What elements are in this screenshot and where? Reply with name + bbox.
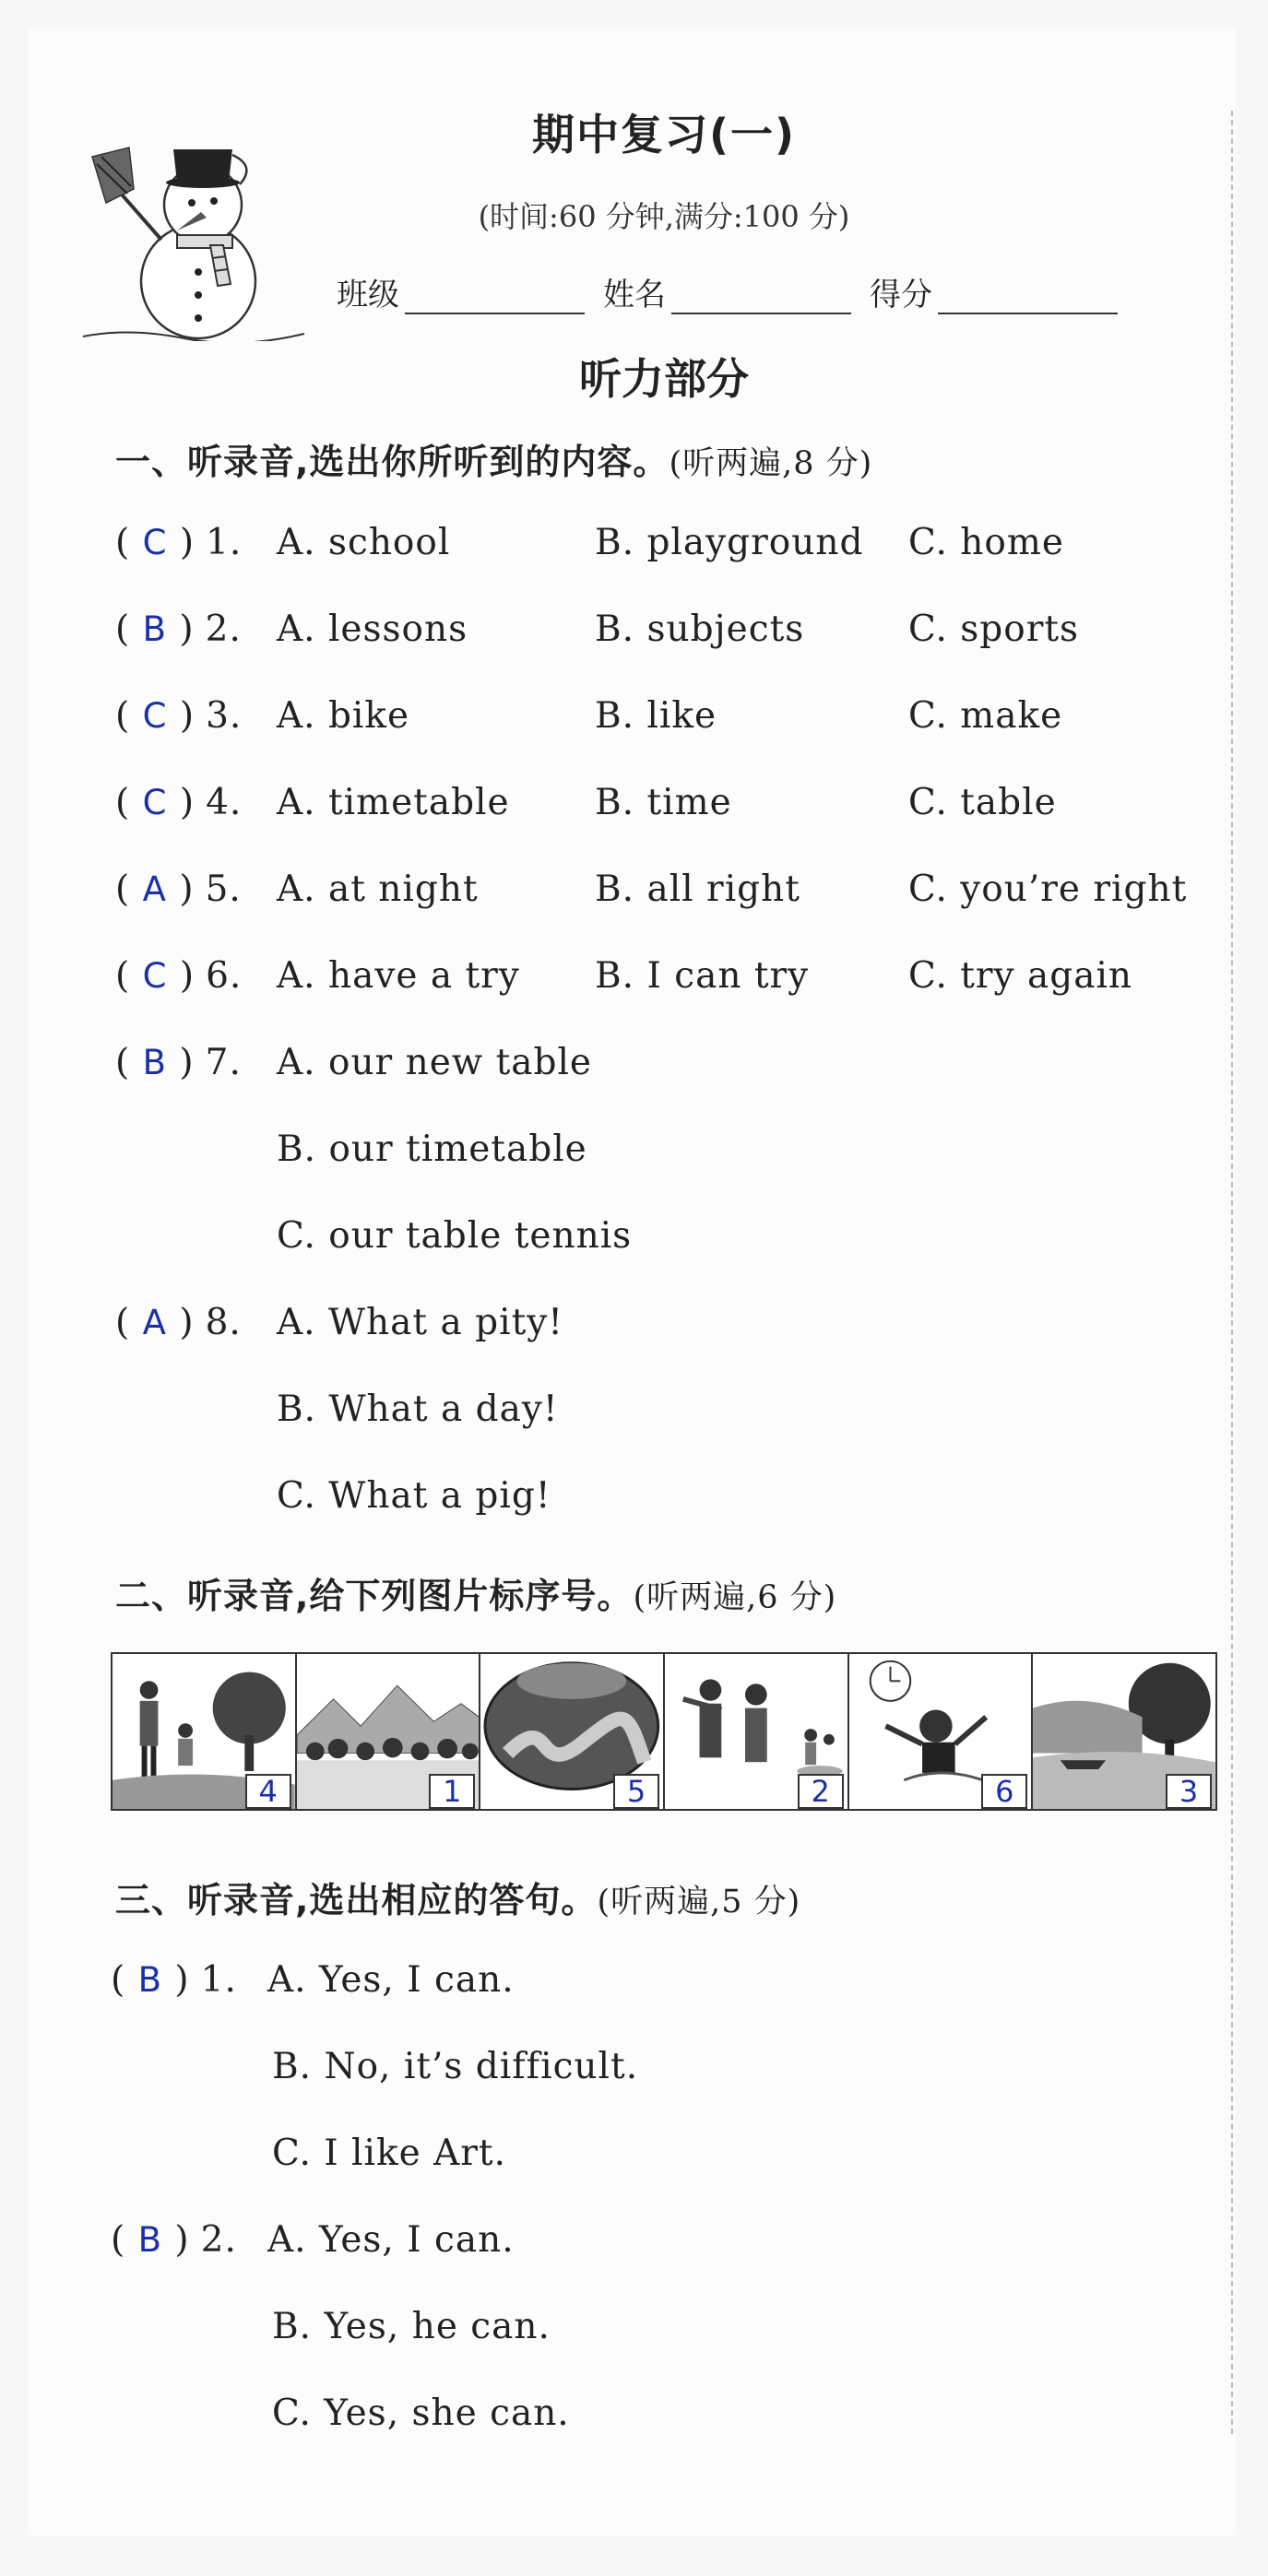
- answer-parenthesis[interactable]: ( B ): [115, 1042, 195, 1083]
- option-a: A. school: [277, 522, 451, 563]
- picture-number[interactable]: 3: [1166, 1774, 1212, 1809]
- answer-mark: A: [142, 1303, 167, 1342]
- question-number: 4.: [206, 782, 243, 823]
- mountains-trees-picture: [297, 1654, 481, 1809]
- answer-mark: B: [142, 1043, 168, 1082]
- part2-title: 二、听录音,给下列图片标序号。: [115, 1576, 634, 1616]
- score-label: 得分: [870, 277, 932, 313]
- option-c: C. sports: [908, 609, 1080, 650]
- answer-mark: C: [142, 956, 168, 996]
- option-a: A. timetable: [277, 782, 510, 823]
- question-row: [115, 1042, 1222, 1083]
- page-title: 期中复习(一): [531, 110, 797, 160]
- score-blank[interactable]: [938, 281, 1118, 314]
- question-row: [115, 609, 1222, 650]
- question-row: [115, 782, 1222, 823]
- question-number: 3.: [206, 695, 243, 737]
- option-a: A. at night: [277, 869, 479, 910]
- part2-note: (听两遍,6 分): [633, 1579, 837, 1616]
- name-label: 姓名: [603, 277, 666, 313]
- lake-boat-picture: [1033, 1654, 1215, 1809]
- family-park-picture: [113, 1654, 297, 1809]
- question-number: 8.: [205, 1302, 242, 1343]
- picture-number[interactable]: 5: [613, 1774, 659, 1809]
- part3-note: (听两遍,5 分): [597, 1884, 801, 1920]
- question-number: 7.: [205, 1042, 242, 1083]
- option-b: B. like: [595, 695, 717, 737]
- student-info-row: [337, 269, 1118, 314]
- question-number: 2.: [200, 2219, 237, 2261]
- option-b: B. What a day!: [277, 1388, 559, 1430]
- option-a: A. bike: [277, 695, 410, 737]
- option-c: C. our table tennis: [277, 1215, 633, 1257]
- option-c: C. you’re right: [908, 869, 1188, 910]
- class-blank[interactable]: [405, 281, 585, 314]
- question-number: 1.: [206, 522, 243, 563]
- name-field[interactable]: [603, 269, 851, 314]
- option-c: C. make: [908, 695, 1063, 737]
- boy-waking-clock-picture: [849, 1654, 1034, 1809]
- time-and-score-info: (时间:60 分钟,满分:100 分): [478, 199, 850, 234]
- option-b: B. No, it’s difficult.: [272, 2046, 639, 2087]
- answer-mark: A: [142, 869, 167, 909]
- answer-parenthesis[interactable]: ( B ): [115, 609, 195, 650]
- question-row: [115, 1302, 1222, 1343]
- question-row: [115, 955, 1222, 997]
- answer-mark: C: [142, 696, 168, 736]
- answer-parenthesis[interactable]: ( C ): [115, 522, 196, 563]
- option-b: B. I can try: [595, 955, 810, 997]
- question-number: 2.: [205, 609, 242, 650]
- answer-parenthesis[interactable]: ( C ): [115, 695, 196, 737]
- part3-heading: [115, 1872, 800, 1922]
- option-c: C. Yes, she can.: [272, 2393, 570, 2434]
- option-a: A. Yes, I can.: [267, 2219, 515, 2261]
- adjacent-page-edge: [1254, 0, 1268, 2576]
- option-b: B. Yes, he can.: [272, 2306, 551, 2347]
- picture-number[interactable]: 6: [981, 1774, 1027, 1809]
- option-c: C. home: [908, 522, 1064, 563]
- picture-number[interactable]: 1: [429, 1774, 475, 1809]
- option-c: C. What a pig!: [277, 1475, 551, 1517]
- question-row: [115, 869, 1222, 910]
- class-field[interactable]: [337, 269, 585, 314]
- score-field[interactable]: [870, 269, 1118, 314]
- option-b: B. subjects: [595, 609, 805, 650]
- answer-parenthesis[interactable]: ( A ): [115, 869, 195, 910]
- cut-line: [1231, 111, 1233, 2434]
- picture-strip: [111, 1652, 1217, 1811]
- question-row: [115, 695, 1222, 737]
- option-a: A. Yes, I can.: [267, 1959, 515, 2001]
- part1-note: (听两遍,8 分): [669, 445, 873, 482]
- answer-mark: B: [142, 609, 168, 649]
- children-playing-picture: [665, 1654, 849, 1809]
- option-a: A. have a try: [277, 955, 520, 997]
- option-c: C. I like Art.: [272, 2133, 506, 2174]
- answer-parenthesis[interactable]: ( C ): [115, 782, 196, 823]
- option-b: B. our timetable: [277, 1128, 587, 1170]
- answer-mark: C: [142, 523, 168, 562]
- answer-mark: B: [137, 1960, 163, 2000]
- listening-section-title: 听力部分: [579, 354, 749, 404]
- answer-parenthesis[interactable]: ( C ): [115, 955, 196, 997]
- option-b: B. playground: [595, 522, 864, 563]
- option-c: C. try again: [908, 955, 1133, 997]
- part2-heading: [115, 1567, 836, 1618]
- name-blank[interactable]: [671, 281, 851, 314]
- option-b: B. time: [595, 782, 732, 823]
- picture-number[interactable]: 4: [245, 1774, 291, 1809]
- question-row: [111, 1959, 1217, 2001]
- picture-number[interactable]: 2: [798, 1774, 844, 1809]
- option-c: C. table: [908, 782, 1057, 823]
- question-number: 5.: [205, 869, 242, 910]
- part3-title: 三、听录音,选出相应的答句。: [115, 1880, 598, 1920]
- part1-heading: [115, 433, 872, 484]
- river-aerial-picture: [480, 1654, 665, 1809]
- option-b: B. all right: [595, 869, 800, 910]
- question-row: [115, 522, 1222, 563]
- answer-mark: C: [142, 783, 168, 822]
- question-number: 1.: [200, 1959, 237, 2001]
- option-a: A. What a pity!: [277, 1302, 563, 1343]
- answer-parenthesis[interactable]: ( B ): [111, 2219, 190, 2261]
- part1-title: 一、听录音,选出你所听到的内容。: [115, 442, 670, 482]
- answer-parenthesis[interactable]: ( A ): [115, 1302, 195, 1343]
- question-row: [111, 2219, 1217, 2261]
- question-number: 6.: [206, 955, 243, 997]
- option-a: A. our new table: [277, 1042, 593, 1083]
- class-label: 班级: [337, 277, 399, 313]
- option-a: A. lessons: [277, 609, 468, 650]
- answer-mark: B: [137, 2220, 163, 2260]
- answer-parenthesis[interactable]: ( B ): [111, 1959, 190, 2001]
